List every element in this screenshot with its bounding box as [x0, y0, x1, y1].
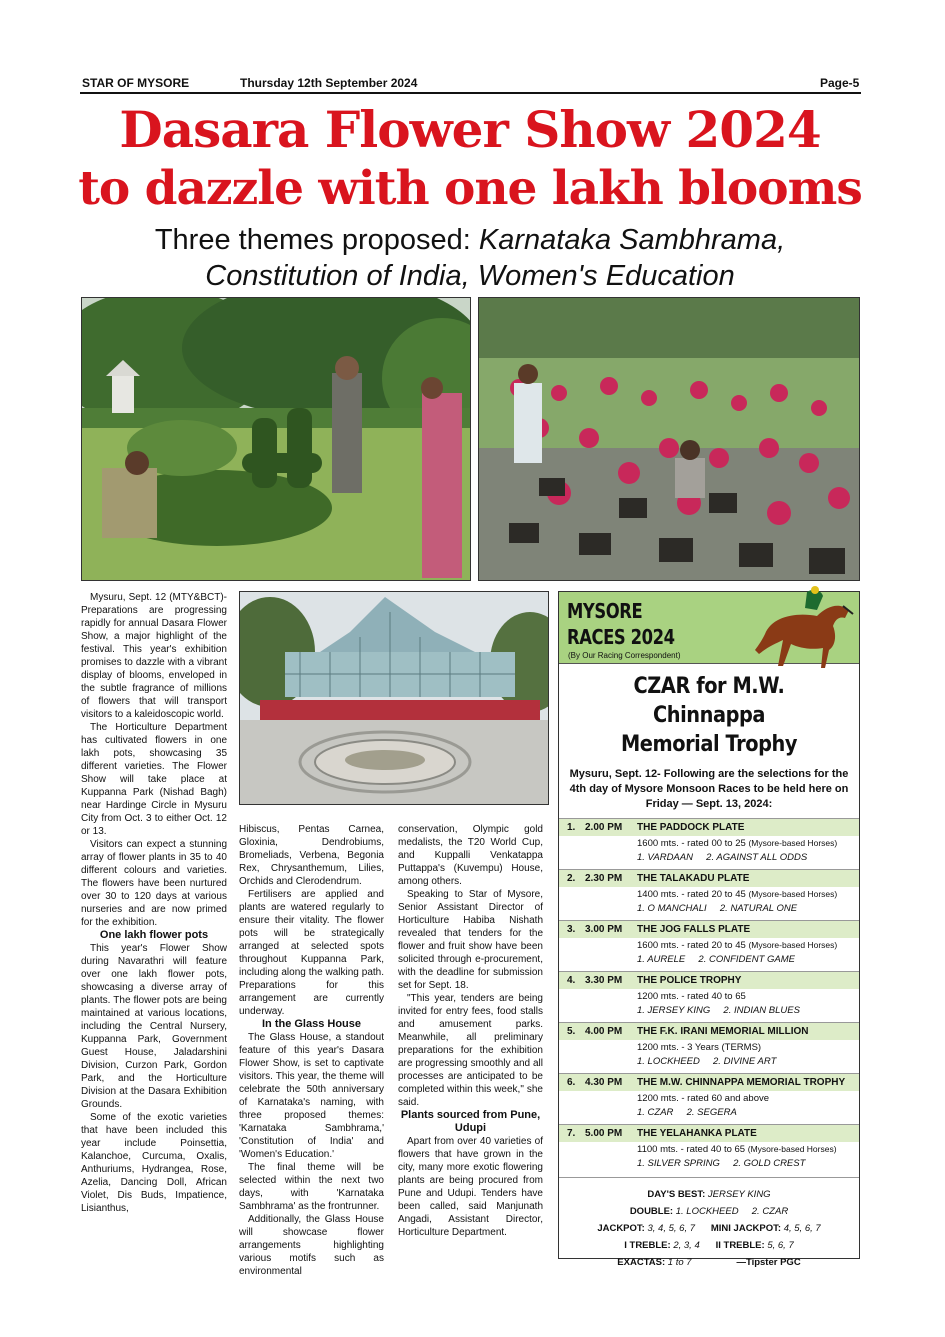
paragraph: The Horticulture Department has cultivated flowers in one lakh pots, showcasing 35 different varieties. The Flower Show will take place at Kuppanna Park (Nishad Bagh) near Hardinge Circle in Mysuru City from Oct. 3 to either Oct. 12 or 13. [81, 722, 227, 837]
photo-glass-house [239, 591, 549, 805]
subhead-line-1 [70, 222, 870, 258]
race-distance [637, 836, 859, 851]
race-selections: 1. LOCKHEED 2. DIVINE ART [637, 1056, 777, 1067]
race-header [559, 972, 859, 989]
mysore-races-box [558, 591, 860, 1268]
races-title-line-2: RACES 2024 [567, 625, 675, 649]
race-entry [559, 971, 859, 1022]
paragraph: Additionally, the Glass House will showcase flower arrangements highlighting various motifs such as environmental [239, 1214, 384, 1277]
race-number: 1. [567, 822, 576, 833]
races-byline: (By Our Racing Correspondent) [568, 651, 681, 660]
races-headline [577, 672, 841, 759]
race-header [559, 819, 859, 836]
race-header [559, 870, 859, 887]
race-distance-text: 1400 mts. - rated 20 to 45 [637, 889, 746, 900]
race-distance [637, 1040, 859, 1055]
paragraph: "This year, tenders are being invited for entry fees, food stalls and amusement parks. Meanwhile, all preliminary preparations for the exhibition are progressing smoothly and all processes are anticipated to be completed within this week," she said. [398, 993, 543, 1108]
double-label: DOUBLE: [629, 1206, 674, 1217]
race-distance [637, 938, 859, 953]
race-selections: 1. AURELE 2. CONFIDENT GAME [637, 954, 796, 965]
race-time: 4.30 PM [585, 1077, 623, 1088]
race-note: (Mysore-based Horses) [748, 838, 838, 848]
race-entry [559, 818, 859, 869]
photo-flower-pots [478, 297, 860, 581]
races-title [567, 598, 675, 650]
treble-2-value: 5, 6, 7 [767, 1240, 794, 1251]
mini-jackpot-value: 4, 5, 6, 7 [783, 1223, 821, 1234]
race-selections: 1. SILVER SPRING 2. GOLD CREST [637, 1158, 806, 1169]
race-header [559, 1125, 859, 1142]
paragraph: Apart from over 40 varieties of flowers that have grown in the city, many more exotic flowering plants are being procured from Pune and Udupi. Tenders have been called, said Manjunath Angadi, Assistant Director, Horticulture Department. [398, 1136, 543, 1238]
race-selections: 1. CZAR 2. SEGERA [637, 1107, 737, 1118]
race-number: 2. [567, 873, 576, 884]
races-headline-line-2: Memorial Trophy [620, 732, 798, 757]
paragraph: Hibiscus, Pentas Carnea, Gloxinia, Dendrobiums, Bromeliads, Verbena, Begonia Rex, Chrysanthemum, Lilies, Orchids and Clerodendrum. [239, 824, 384, 887]
article-column-2 [239, 823, 384, 1277]
race-number: 4. [567, 975, 576, 986]
races-banner [559, 592, 859, 664]
race-distance-text: 1600 mts. - rated 00 to 25 [637, 838, 746, 849]
race-selections: 1. O MANCHALI 2. NATURAL ONE [637, 903, 798, 914]
races-headline-line-1: CZAR for M.W. Chinnappa [633, 674, 785, 728]
subheading-glass-house: In the Glass House [261, 1018, 362, 1030]
photo-topiary-garden [81, 297, 471, 581]
tipster-credit: —Tipster PGC [736, 1257, 801, 1268]
jackpot-label: JACKPOT: [597, 1223, 645, 1234]
races-title-line-1: MYSORE [567, 599, 643, 623]
race-entry [559, 1124, 859, 1175]
treble-row [559, 1237, 859, 1254]
race-header [559, 921, 859, 938]
exactas-label: EXACTAS: [617, 1257, 666, 1268]
race-header [559, 1074, 859, 1091]
paragraph: Mysuru, Sept. 12 (MTY&BCT)- Preparations are progressing rapidly for annual Dasara Flower Show, a major highlight of the festival. This year's exhibition promises to dazzle with a vibrant display of blooms, enveloped in the subtle fragrance of millions of flowers that will transport visitors to a kaleidoscopic world. [81, 592, 227, 720]
treble-1-label: I TREBLE: [624, 1240, 671, 1251]
headline-line-2: to dazzle with one lakh blooms [78, 161, 862, 216]
paragraph: This year's Flower Show during Navarathri will feature over one lakh flower pots, showcasing a diverse array of plants. The flower pots are being maintained at various locations, including the Central Nursery, Kuppanna Park, Government Guest House, Jaladarshini Division, Curzon Park, Gordon Park, and the Horticulture Division at the Dasara Exhibition Grounds. [81, 943, 227, 1110]
race-distance-text: 1200 mts. - rated 60 and above [637, 1093, 770, 1104]
paragraph: Some of the exotic varieties that have been included this year include Poinsettia, Kalanchoe, Curcuma, Oxalis, Anthuriums, Hydrangea, Rose, Azelia, Dancing Doll, African Violet, Dis Buds, Impatience, Lisianthus, [81, 1112, 227, 1214]
race-selections: 1. VARDAAN 2. AGAINST ALL ODDS [637, 852, 808, 863]
race-distance-text: 1200 mts. - rated 40 to 65 [637, 991, 746, 1002]
subhead-theme-1: Karnataka Sambhrama, [478, 224, 786, 256]
race-name: THE F.K. IRANI MEMORIAL MILLION [637, 1026, 809, 1037]
race-distance-text: 1100 mts. - rated 40 to 65 [637, 1144, 746, 1155]
race-number: 5. [567, 1026, 576, 1037]
treble-2-label: II TREBLE: [715, 1240, 765, 1251]
issue-date: Thursday 12th September 2024 [240, 76, 418, 90]
race-time: 3.00 PM [585, 924, 623, 935]
article-column-3 [398, 823, 543, 1263]
race-name: THE TALAKADU PLATE [637, 873, 750, 884]
paragraph: The final theme will be selected within the next two days, with 'Karnataka Sambhrama' as the frontrunner. [239, 1162, 384, 1212]
race-number: 3. [567, 924, 576, 935]
race-number: 7. [567, 1128, 576, 1139]
header-rule [80, 92, 861, 94]
race-time: 5.00 PM [585, 1128, 623, 1139]
races-intro: Mysuru, Sept. 12- Following are the selections for the 4th day of Mysore Monsoon Races to be held here on Friday — Sept. 13, 2024: [569, 768, 849, 810]
page-number: Page-5 [820, 76, 860, 90]
double-value: 1. LOCKHEED 2. CZAR [675, 1206, 789, 1217]
race-entry [559, 1022, 859, 1073]
race-details [559, 938, 859, 971]
race-details [559, 887, 859, 920]
race-distance [637, 1142, 859, 1157]
race-name: THE JOG FALLS PLATE [637, 924, 751, 935]
paragraph: The Glass House, a standout feature of this year's Dasara Flower Show, is set to captivate visitors. This year, the theme will celebrate the 50th anniversary of Karnataka's naming, with three proposed themes: 'Karnataka Sambhrama,' 'Constitution of India' and 'Women's Education.' [239, 1032, 384, 1160]
mini-jackpot-label: MINI JACKPOT: [710, 1223, 782, 1234]
race-entry [559, 1073, 859, 1124]
subheading-flower-pots: One lakh flower pots [99, 929, 209, 941]
racehorse-icon [747, 584, 857, 670]
race-note: (Mysore-based Horses) [747, 1144, 837, 1154]
race-number: 6. [567, 1077, 576, 1088]
subhead-prefix: Three themes proposed: [154, 224, 471, 256]
race-list [559, 818, 859, 1175]
jackpot-value: 3, 4, 5, 6, 7 [647, 1223, 696, 1234]
days-best-row [559, 1186, 859, 1203]
race-time: 4.00 PM [585, 1026, 623, 1037]
paragraph: Speaking to Star of Mysore, Senior Assistant Director of Horticulture Habiba Nishath revealed that tenders for the flower and fruit show have been solicited through e-procurement, with the deadline for submission set for Sept. 18. [398, 889, 543, 991]
paragraph: Fertilisers are applied and plants are watered regularly to ensure their vitality. The flower pots will be strategically arranged at selected spots throughout Kuppanna Park, including along the walking path. Preparations for this arrangement are currently underway. [239, 889, 384, 1017]
subhead-line-2 [70, 258, 870, 294]
race-time: 2.00 PM [585, 822, 623, 833]
race-selections: 1. JERSEY KING 2. INDIAN BLUES [637, 1005, 800, 1016]
treble-1-value: 2, 3, 4 [673, 1240, 700, 1251]
race-details [559, 836, 859, 869]
race-distance [637, 887, 859, 902]
days-best-label: DAY'S BEST: [647, 1189, 706, 1200]
subheading-plants-sourced: Plants sourced from Pune, Udupi [400, 1109, 541, 1134]
race-details [559, 1142, 859, 1175]
race-entry [559, 920, 859, 971]
race-name: THE POLICE TROPHY [637, 975, 742, 986]
exactas-value: 1 to 7 [667, 1257, 692, 1268]
race-note: (Mysore-based Horses) [748, 889, 838, 899]
race-distance [637, 1091, 859, 1106]
exactas-row [559, 1254, 859, 1271]
race-name: THE YELAHANKA PLATE [637, 1128, 757, 1139]
article-column-1 [81, 591, 227, 1261]
paper-name: STAR OF MYSORE [82, 76, 190, 90]
race-distance-text: 1200 mts. - 3 Years (TERMS) [637, 1042, 762, 1053]
race-name: THE PADDOCK PLATE [637, 822, 745, 833]
paragraph: conservation, Olympic gold medalists, the T20 World Cup, and Kuppalli Venkatappa Puttappa's (Kuvempu) House, among others. [398, 824, 543, 887]
race-time: 3.30 PM [585, 975, 623, 986]
jackpot-row [559, 1220, 859, 1237]
race-entry [559, 869, 859, 920]
subhead-theme-2: Constitution of India, Women's Education [205, 260, 735, 292]
days-best-value: JERSEY KING [707, 1189, 771, 1200]
headline-line-1: Dasara Flower Show 2024 [119, 100, 821, 159]
race-details [559, 1091, 859, 1124]
race-distance [637, 989, 859, 1004]
races-summary [559, 1177, 859, 1271]
race-time: 2.30 PM [585, 873, 623, 884]
double-row [559, 1203, 859, 1220]
race-details [559, 1040, 859, 1073]
race-details [559, 989, 859, 1022]
race-distance-text: 1600 mts. - rated 20 to 45 [637, 940, 746, 951]
race-name: THE M.W. CHINNAPPA MEMORIAL TROPHY [637, 1077, 846, 1088]
race-header [559, 1023, 859, 1040]
race-note: (Mysore-based Horses) [748, 940, 838, 950]
paragraph: Visitors can expect a stunning array of flower plants in 35 to 40 different colours and varieties. The flowers have been nurtured over 30 to 120 days at various nurseries and are now primed for the exhibition. [81, 839, 227, 928]
